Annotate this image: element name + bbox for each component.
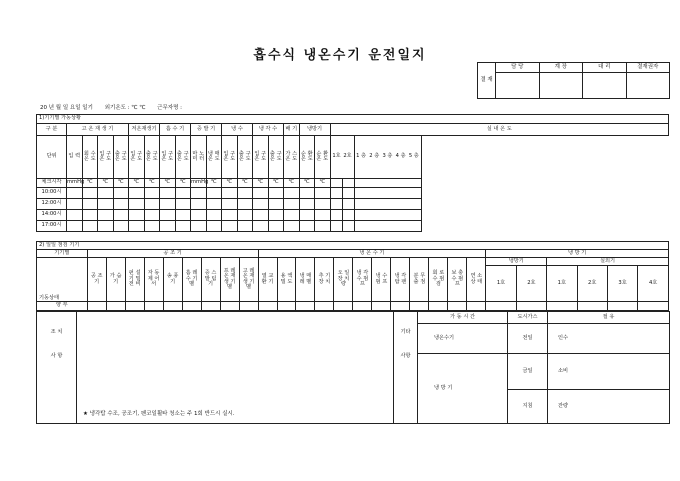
unit-label: 단위	[37, 136, 67, 179]
sub-header: 가 스 온 도	[284, 136, 300, 179]
approval-sign-cell[interactable]	[539, 73, 583, 99]
sub-header: 냉 매 온 도	[206, 136, 222, 179]
check-col: 가 습 기	[106, 258, 125, 302]
check-col: 분 무 출 점	[410, 258, 429, 302]
date-field[interactable]: 20 년 월 일 요일 일기	[40, 105, 93, 111]
sub-header: 출 구 온 도	[175, 136, 191, 179]
room-floor: 4 층	[395, 153, 406, 160]
unit-cell: ℃	[160, 179, 176, 188]
unit-cell: mmHg	[67, 179, 83, 188]
sub-header: 순 환 온 도	[315, 136, 331, 179]
cool-unit-1: 1호	[332, 153, 341, 160]
operation-status-table	[36, 114, 669, 232]
approval-table	[477, 62, 670, 99]
worker-field[interactable]: 근무자명 :	[157, 105, 183, 111]
unit-cell: ℃	[268, 179, 284, 188]
check-col: 용 액 밀 도	[277, 258, 296, 302]
unit-cell: ℃	[113, 179, 129, 188]
usage-row-label: 지침	[508, 390, 548, 424]
usage-row-label: 잔량	[548, 390, 670, 424]
action-content[interactable]	[77, 312, 394, 424]
check-col: 오 일 장 치 량	[334, 258, 353, 302]
unit-cell: ℃	[175, 179, 191, 188]
time-row-label: 17:00시	[37, 221, 67, 232]
approval-sign-cell[interactable]	[626, 73, 670, 99]
group-header: 냉방기	[299, 124, 330, 136]
unit-cell: ℃	[144, 179, 160, 188]
check-col: 송 풍 기	[163, 258, 182, 302]
unit-cell: ℃	[206, 179, 222, 188]
cool-unit: 2호	[577, 266, 607, 302]
sub-header: 순 환 온 도	[299, 136, 315, 179]
sub-header: 입 구 온 도	[222, 136, 238, 179]
other-label-2: 사항	[394, 354, 418, 424]
group-header: 실 내 온 도	[330, 124, 669, 136]
group-header: 냉 수	[222, 124, 253, 136]
cool-unit: 2호	[516, 266, 546, 302]
group-header: 증 발 기	[191, 124, 222, 136]
run-time-label: 가 동 시 간	[418, 312, 508, 324]
unit-cell: ℃	[237, 179, 253, 188]
status-label: 기동상태	[37, 258, 88, 302]
unit-cell: ℃	[98, 179, 114, 188]
unit-cell: ℃	[222, 179, 238, 188]
check-col: 보 충 수 펌 프	[448, 258, 467, 302]
unit-cell: ℃	[129, 179, 145, 188]
group-header: 배 기	[284, 124, 300, 136]
oil-label: 절 유	[548, 312, 670, 324]
time-row-label: 10:00시	[37, 188, 67, 199]
check-col: 추 기 장 치	[315, 258, 334, 302]
run-item-cool: 냉 방 기	[418, 354, 508, 424]
cool-group-b: 실외기	[547, 258, 669, 266]
usage-row-label: 전일	[508, 324, 548, 354]
action-label-1: 조 치	[37, 312, 77, 354]
approval-header: 담 당	[496, 63, 540, 73]
unit-cell: ℃	[82, 179, 98, 188]
group-header: 흡 수 기	[160, 124, 191, 136]
check-col: 증 스 발 팀 기	[201, 258, 220, 302]
cool-unit: 3호	[607, 266, 637, 302]
check-col: 공 조 기	[87, 258, 106, 302]
unit-cell: ℃	[284, 179, 300, 188]
group-cool: 냉 방 기	[486, 250, 669, 258]
approval-header: 대 리	[583, 63, 627, 73]
page-title: 흡수식 냉온수기 운전일지	[253, 48, 427, 63]
gubun-label: 구 분	[37, 124, 67, 136]
section1-title: 1)기기별 가동상황	[37, 115, 669, 124]
check-col: 연 소 상 태	[467, 258, 486, 302]
usage-row-label: 소비	[548, 354, 670, 390]
cool-unit: 1호	[486, 266, 516, 302]
sub-header: 입 력	[67, 136, 83, 179]
group-air: 공 조 기	[87, 250, 258, 258]
outside-temp-field[interactable]: 외기온도 : ℃ ℃	[104, 105, 146, 111]
unit-cell: ℃	[299, 179, 315, 188]
room-floor: 3 층	[382, 153, 393, 160]
sub-header: 입 구 온 도	[98, 136, 114, 179]
approval-header: 결재권자	[626, 63, 670, 73]
sub-header: 출 구 온 도	[113, 136, 129, 179]
unit-cell: ℃	[315, 179, 331, 188]
cool-unit-2: 2호	[343, 153, 352, 160]
sub-header: 출 구 온 도	[144, 136, 160, 179]
time-row-label: 14:00시	[37, 210, 67, 221]
check-col: 회 로 수 펌 검	[429, 258, 448, 302]
sub-header: 입 구 온 도	[160, 136, 176, 179]
gas-label: 도시가스	[508, 312, 548, 324]
cool-unit: 1호	[547, 266, 577, 302]
group-header: 저온재생기	[129, 124, 160, 136]
sub-header: 입 구 온 도	[253, 136, 269, 179]
check-col: 냉 각 탑 팬	[391, 258, 410, 302]
section2-title: 2) 일일 점검 기기	[37, 242, 669, 250]
device-label: 기기별	[37, 250, 88, 258]
check-col: 흡 레 수 기 벨	[182, 258, 201, 302]
sub-header: 마 노 미 터	[191, 136, 207, 179]
check-col: 고 레 온 재 생 기 벨	[239, 258, 258, 302]
room-floor: 2 층	[369, 153, 380, 160]
check-col: 냉 매 레 벨	[296, 258, 315, 302]
sub-header: 회 수 온 도	[82, 136, 98, 179]
usage-row-label: 인수	[548, 324, 670, 354]
approval-sign-cell[interactable]	[583, 73, 627, 99]
check-col: 자 동 제 어 서	[144, 258, 163, 302]
sub-header: 출 구 온 도	[268, 136, 284, 179]
group-header: 냉 각 수	[253, 124, 284, 136]
action-label-2: 사 항	[37, 354, 77, 424]
cool-group-a: 냉방기	[486, 258, 547, 266]
usage-row-label: 금일	[508, 354, 548, 390]
other-label-1: 기타	[394, 312, 418, 354]
sub-header: 출 구 온 도	[237, 136, 253, 179]
check-col: 펀 설 기 밀 전 비	[125, 258, 144, 302]
room-floor: 1 층	[356, 153, 367, 160]
daily-check-table	[36, 241, 669, 311]
action-notes-table	[36, 311, 670, 424]
approval-side-label: 결 재	[478, 63, 496, 99]
check-col: 열 교 환 기	[258, 258, 277, 302]
approval-header: 계 장	[539, 63, 583, 73]
check-col: 프 레 온 재 생 기 벨	[220, 258, 239, 302]
time-row-label: 12:00시	[37, 199, 67, 210]
run-item-hot: 냉온수기	[418, 324, 508, 354]
room-floor: 5 층	[408, 153, 419, 160]
result-label: 양 부	[37, 302, 88, 311]
check-col: 냉 수 펌 프	[372, 258, 391, 302]
group-header: 고 온 재 생 기	[67, 124, 129, 136]
approval-sign-cell[interactable]	[496, 73, 540, 99]
cool-unit: 4호	[638, 266, 669, 302]
sub-header: 입 구 온 도	[129, 136, 145, 179]
info-line	[40, 103, 192, 111]
unit-cell: ℃	[253, 179, 269, 188]
cleaning-note: ★ 냉각탑 수조, 공조기, 펜코일휠타 청소는 주 1회 반드시 실시.	[83, 411, 235, 418]
check-col: 냉 각 수 펌 프	[353, 258, 372, 302]
group-hot: 냉 온 수 기	[258, 250, 486, 258]
unit-cell: mmHg	[191, 179, 207, 188]
check-time-label: 체크시각	[37, 179, 67, 188]
